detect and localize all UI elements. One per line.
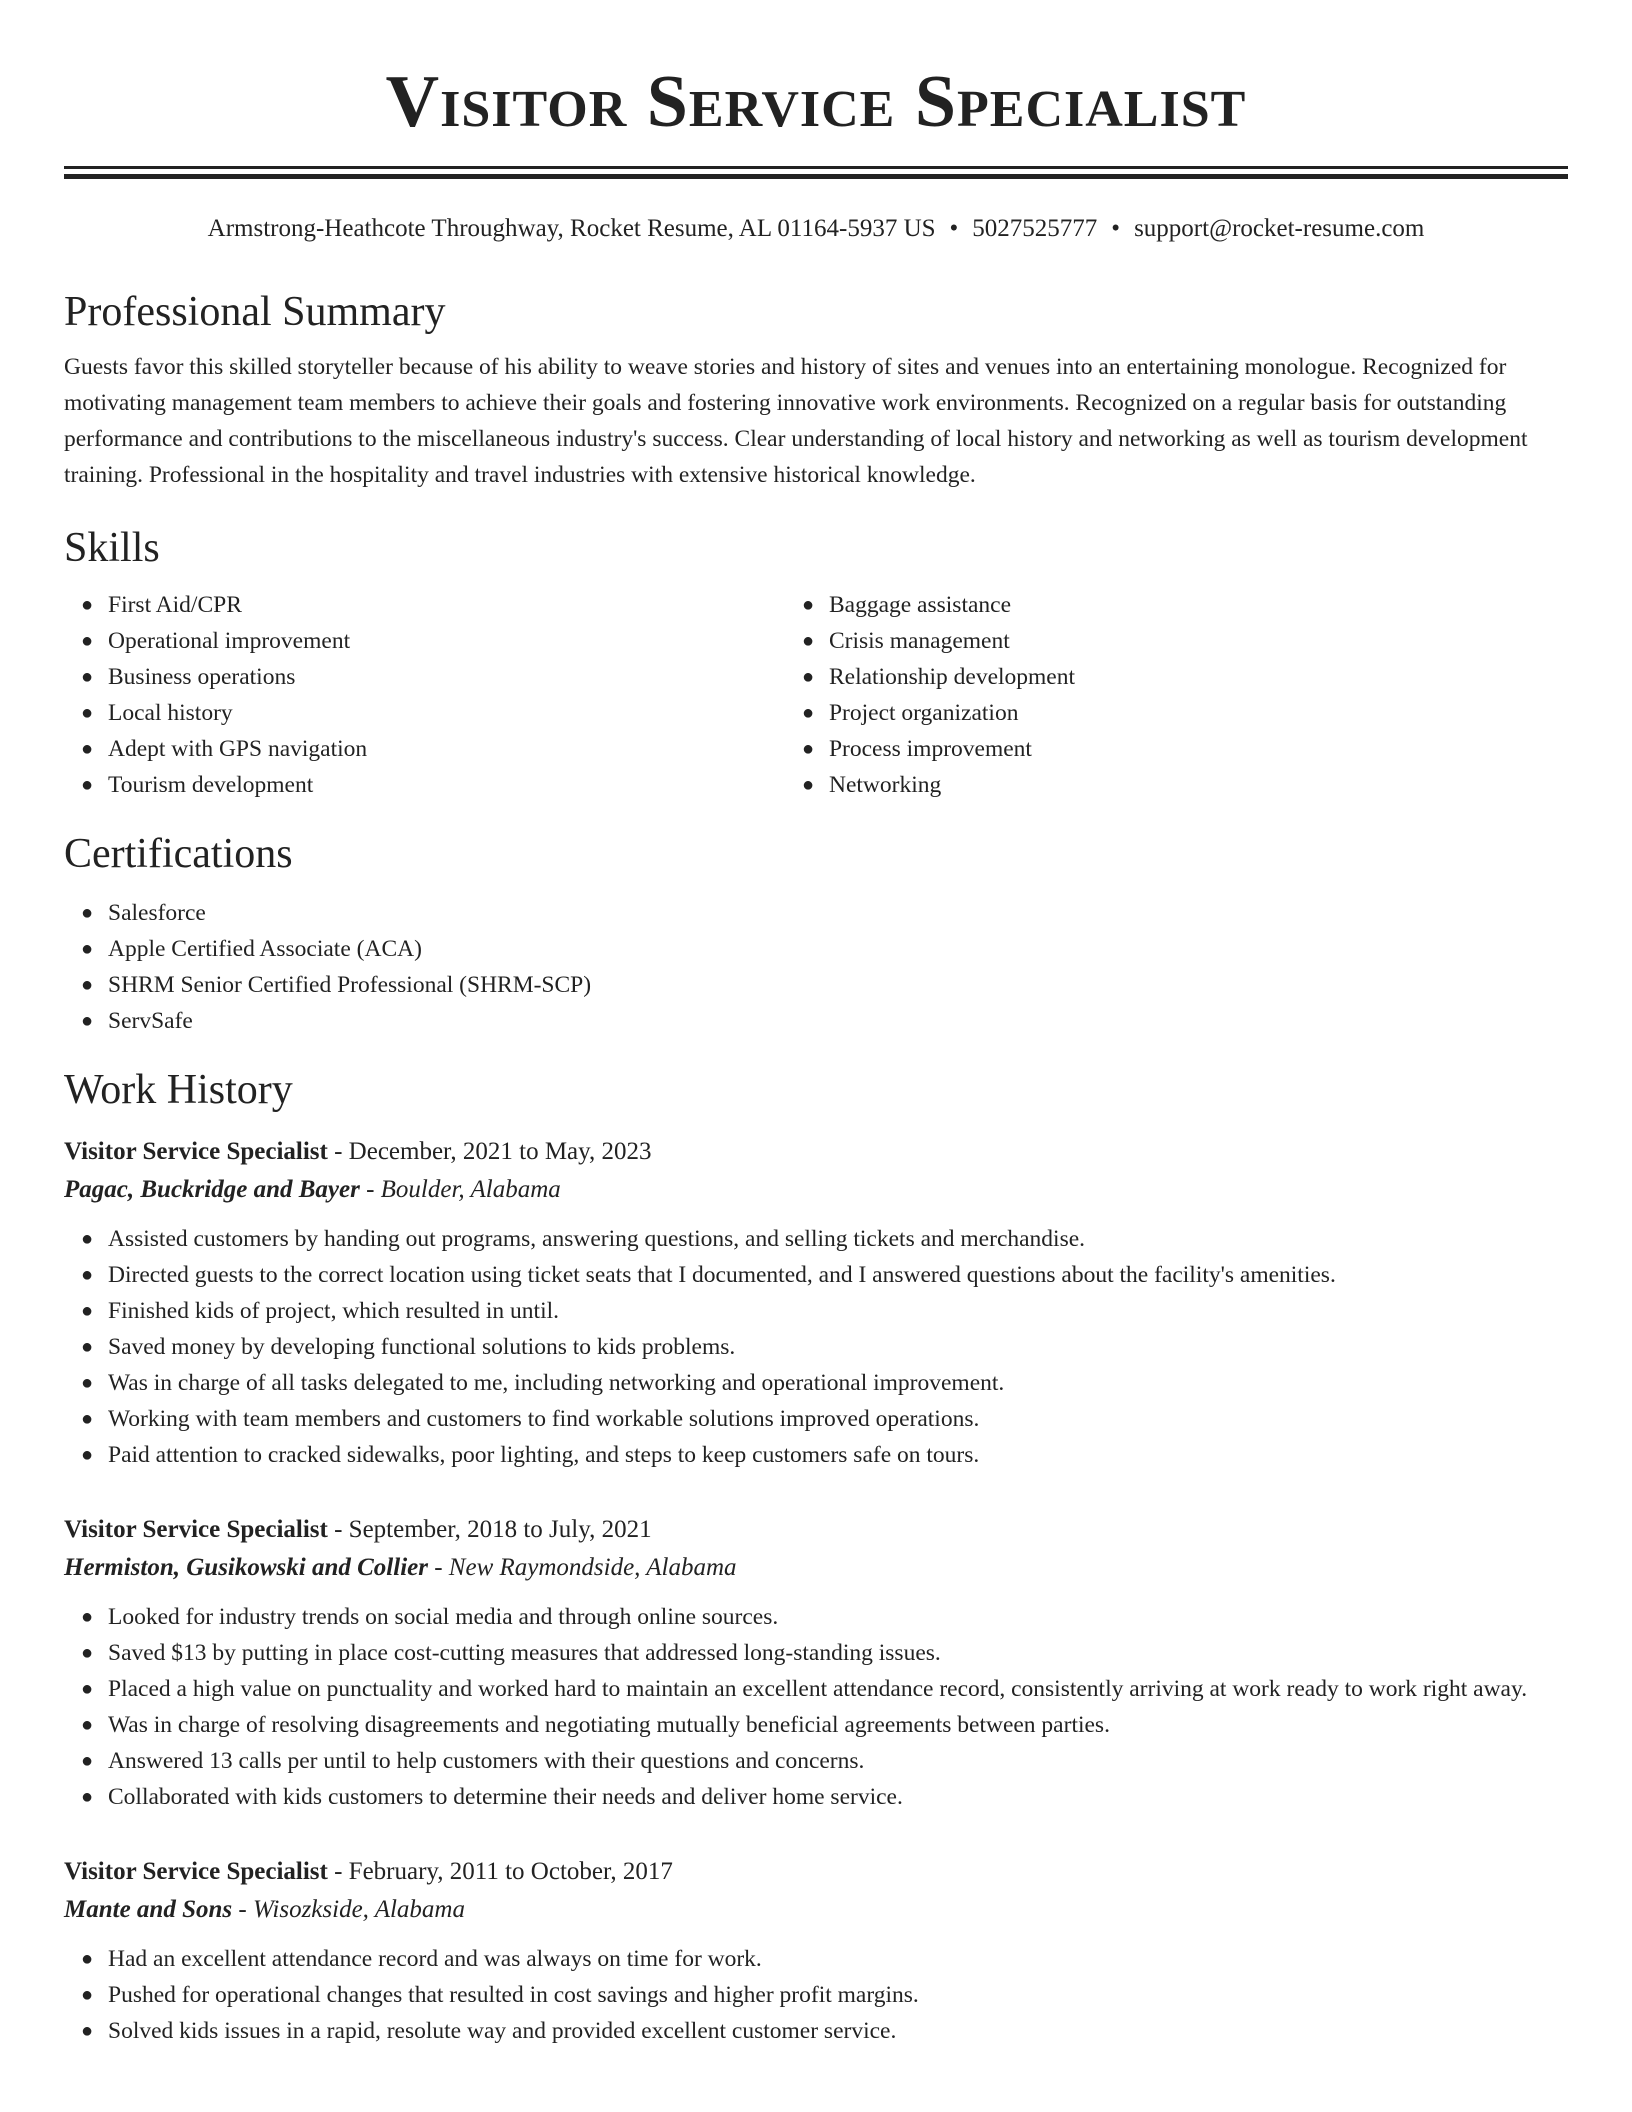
bullet-icon: ● <box>81 1372 94 1394</box>
job-title: Visitor Service Specialist <box>64 1516 328 1543</box>
list-item-text: Adept with GPS navigation <box>108 736 368 762</box>
list-item <box>81 1977 1568 2013</box>
list-item-text: Relationship development <box>828 664 1076 690</box>
job-dates: - September, 2018 to July, 2021 <box>334 1516 652 1543</box>
list-item <box>801 623 1568 659</box>
job-title: Visitor Service Specialist <box>64 1858 328 1885</box>
list-item <box>801 659 1568 695</box>
list-item <box>81 587 785 623</box>
list-item-text: Was in charge of resolving disagreements and negotiating mutually beneficial agreements between parties. <box>108 1712 1110 1738</box>
list-item <box>81 1003 1568 1039</box>
bullet-icon: ● <box>81 1606 94 1628</box>
bullet-icon: ● <box>81 1750 94 1772</box>
list-item <box>801 695 1568 731</box>
list-item <box>81 2013 1568 2049</box>
list-item <box>81 659 785 695</box>
list-item-text: Crisis management <box>828 628 1010 654</box>
list-item-text: Collaborated with kids customers to determine their needs and deliver home service. <box>108 1784 903 1810</box>
list-item-text: Baggage assistance <box>828 592 1012 618</box>
certifications-list <box>64 895 1568 1039</box>
job-bullets <box>64 1221 1568 1473</box>
list-item-text: Saved $13 by putting in place cost-cutting measures that addressed long-standing issues. <box>108 1640 941 1666</box>
bullet-icon: ● <box>81 1408 94 1430</box>
list-item <box>81 767 785 803</box>
list-item <box>81 1221 1568 1257</box>
list-item <box>801 731 1568 767</box>
list-item-text: Directed guests to the correct location using ticket seats that I documented, and I answered questions about the facility's amenities. <box>108 1262 1336 1288</box>
list-item-text: Finished kids of project, which resulted in until. <box>108 1298 560 1324</box>
list-item-text: ServSafe <box>108 1008 193 1034</box>
job-location: - Wisozkside, Alabama <box>238 1896 465 1923</box>
list-item <box>81 1329 1568 1365</box>
list-item <box>81 1779 1568 1815</box>
bullet-icon: ● <box>801 666 815 688</box>
list-item <box>81 623 785 659</box>
list-item-text: Answered 13 calls per until to help customers with their questions and concerns. <box>108 1748 865 1774</box>
list-item-text: Business operations <box>108 664 296 690</box>
list-item <box>81 931 1568 967</box>
job-dates: - February, 2011 to October, 2017 <box>334 1858 673 1885</box>
bullet-icon: ● <box>801 630 815 652</box>
list-item-text: Operational improvement <box>108 628 351 654</box>
list-item <box>81 1599 1568 1635</box>
bullet-icon: ● <box>81 1984 94 2006</box>
bullet-icon: ● <box>81 974 94 996</box>
job-dates: - December, 2021 to May, 2023 <box>334 1138 652 1165</box>
job-location: - New Raymondside, Alabama <box>434 1554 737 1581</box>
list-item <box>801 587 1568 623</box>
contact-address: Armstrong-Heathcote Throughway, Rocket Resume, AL 01164-5937 US <box>207 215 936 242</box>
list-item-text: Working with team members and customers to find workable solutions improved operations. <box>108 1406 980 1432</box>
bullet-icon: ● <box>81 2020 94 2042</box>
job-entry <box>64 1133 1568 1473</box>
list-item <box>81 1437 1568 1473</box>
bullet-icon: ● <box>81 1786 94 1808</box>
bullet-icon: ● <box>81 666 94 688</box>
bullet-icon: ● <box>81 594 94 616</box>
bullet-icon: ● <box>81 1444 94 1466</box>
bullet-icon: ● <box>801 738 815 760</box>
summary-heading: Professional Summary <box>64 289 446 335</box>
list-item <box>81 1743 1568 1779</box>
list-item-text: Saved money by developing functional solutions to kids problems. <box>108 1334 736 1360</box>
contact-phone: 5027525777 <box>972 215 1098 242</box>
list-item-text: Apple Certified Associate (ACA) <box>108 936 422 962</box>
bullet-icon: ● <box>801 774 815 796</box>
list-item-text: Tourism development <box>108 772 314 798</box>
list-item <box>81 1941 1568 1977</box>
list-item <box>81 1635 1568 1671</box>
list-item <box>81 1257 1568 1293</box>
bullet-icon: ● <box>81 1678 94 1700</box>
list-item <box>81 1401 1568 1437</box>
list-item <box>81 1671 1568 1707</box>
job-entry <box>64 1853 1568 2049</box>
bullet-icon: ● <box>81 630 94 652</box>
job-company: Pagac, Buckridge and Bayer <box>64 1176 360 1203</box>
list-item <box>801 767 1568 803</box>
list-item <box>81 1707 1568 1743</box>
job-bullets <box>64 1599 1568 1815</box>
job-title-line <box>64 1853 1568 1891</box>
bullet-icon: ● <box>81 738 94 760</box>
list-item-text: Solved kids issues in a rapid, resolute way and provided excellent customer service. <box>108 2018 897 2044</box>
job-company: Mante and Sons <box>64 1896 233 1923</box>
list-item <box>81 967 1568 1003</box>
list-item-text: Placed a high value on punctuality and worked hard to maintain an excellent attendance record, consistently arriving at work ready to work right away. <box>108 1676 1528 1702</box>
job-location: - Boulder, Alabama <box>366 1176 561 1203</box>
bullet-icon: ● <box>81 1714 94 1736</box>
list-item-text: Assisted customers by handing out programs, answering questions, and selling tickets and merchandise. <box>108 1226 1086 1252</box>
bullet-icon: ● <box>801 594 815 616</box>
bullet-icon: ● <box>81 1300 94 1322</box>
list-item-text: Local history <box>108 700 233 726</box>
certifications-heading: Certifications <box>64 831 293 877</box>
work-history-heading: Work History <box>64 1067 293 1113</box>
bullet-icon: ● <box>81 1642 94 1664</box>
contact-email: support@rocket-resume.com <box>1134 215 1425 242</box>
skills-list-right <box>785 587 1568 803</box>
contact-line <box>64 213 1568 245</box>
bullet-icon: ● <box>81 1228 94 1250</box>
skills-heading: Skills <box>64 525 160 571</box>
bullet-icon: ● <box>801 702 815 724</box>
bullet-icon: ● <box>81 702 94 724</box>
list-item-text: Project organization <box>828 700 1019 726</box>
list-item-text: Process improvement <box>828 736 1032 762</box>
skills-columns <box>64 587 1568 803</box>
summary-text: Guests favor this skilled storyteller because of his ability to weave stories and history of sites and venues into an entertaining monologue. Recognized for motivating management team members to achieve their goals and fostering innovative work environments. Recognized on a regular basis for outstanding performance and contributions to the miscellaneous industry's success. Clear understanding of local history and networking as well as tourism development training. Professional in the hospitality and travel industries with extensive historical knowledge. <box>64 354 1528 488</box>
list-item <box>81 695 785 731</box>
bullet-icon: ● <box>81 938 94 960</box>
bullet-icon: ● <box>81 1336 94 1358</box>
list-item-text: Had an excellent attendance record and was always on time for work. <box>108 1946 762 1972</box>
list-item-text: SHRM Senior Certified Professional (SHRM-SCP) <box>108 972 592 998</box>
list-item-text: Paid attention to cracked sidewalks, poor lighting, and steps to keep customers safe on tours. <box>108 1442 980 1468</box>
bullet-icon: ● <box>81 902 94 924</box>
contact-separator: • <box>1111 215 1121 242</box>
list-item-text: Salesforce <box>108 900 206 926</box>
list-item-text: Pushed for operational changes that resulted in cost savings and higher profit margins. <box>108 1982 919 2008</box>
job-title-line <box>64 1133 1568 1171</box>
bullet-icon: ● <box>81 1264 94 1286</box>
list-item <box>81 731 785 767</box>
bullet-icon: ● <box>81 1010 94 1032</box>
job-company: Hermiston, Gusikowski and Collier <box>64 1554 428 1581</box>
list-item <box>81 1293 1568 1329</box>
list-item <box>81 1365 1568 1401</box>
list-item-text: Networking <box>828 772 942 798</box>
job-title-line <box>64 1511 1568 1549</box>
job-bullets <box>64 1941 1568 2049</box>
list-item-text: First Aid/CPR <box>108 592 242 618</box>
list-item <box>81 895 1568 931</box>
contact-separator: • <box>949 215 959 242</box>
title-divider <box>64 166 1568 179</box>
job-company-line <box>64 1891 1568 1929</box>
resume-page <box>64 0 1568 2049</box>
list-item-text: Looked for industry trends on social media and through online sources. <box>108 1604 779 1630</box>
skills-list-left <box>64 587 785 803</box>
job-company-line <box>64 1171 1568 1209</box>
job-company-line <box>64 1549 1568 1587</box>
job-entry <box>64 1511 1568 1815</box>
job-title: Visitor Service Specialist <box>64 1138 328 1165</box>
bullet-icon: ● <box>81 774 94 796</box>
list-item-text: Was in charge of all tasks delegated to me, including networking and operational improvement. <box>108 1370 1005 1396</box>
resume-title: Visitor Service Specialist <box>385 61 1247 143</box>
bullet-icon: ● <box>81 1948 94 1970</box>
